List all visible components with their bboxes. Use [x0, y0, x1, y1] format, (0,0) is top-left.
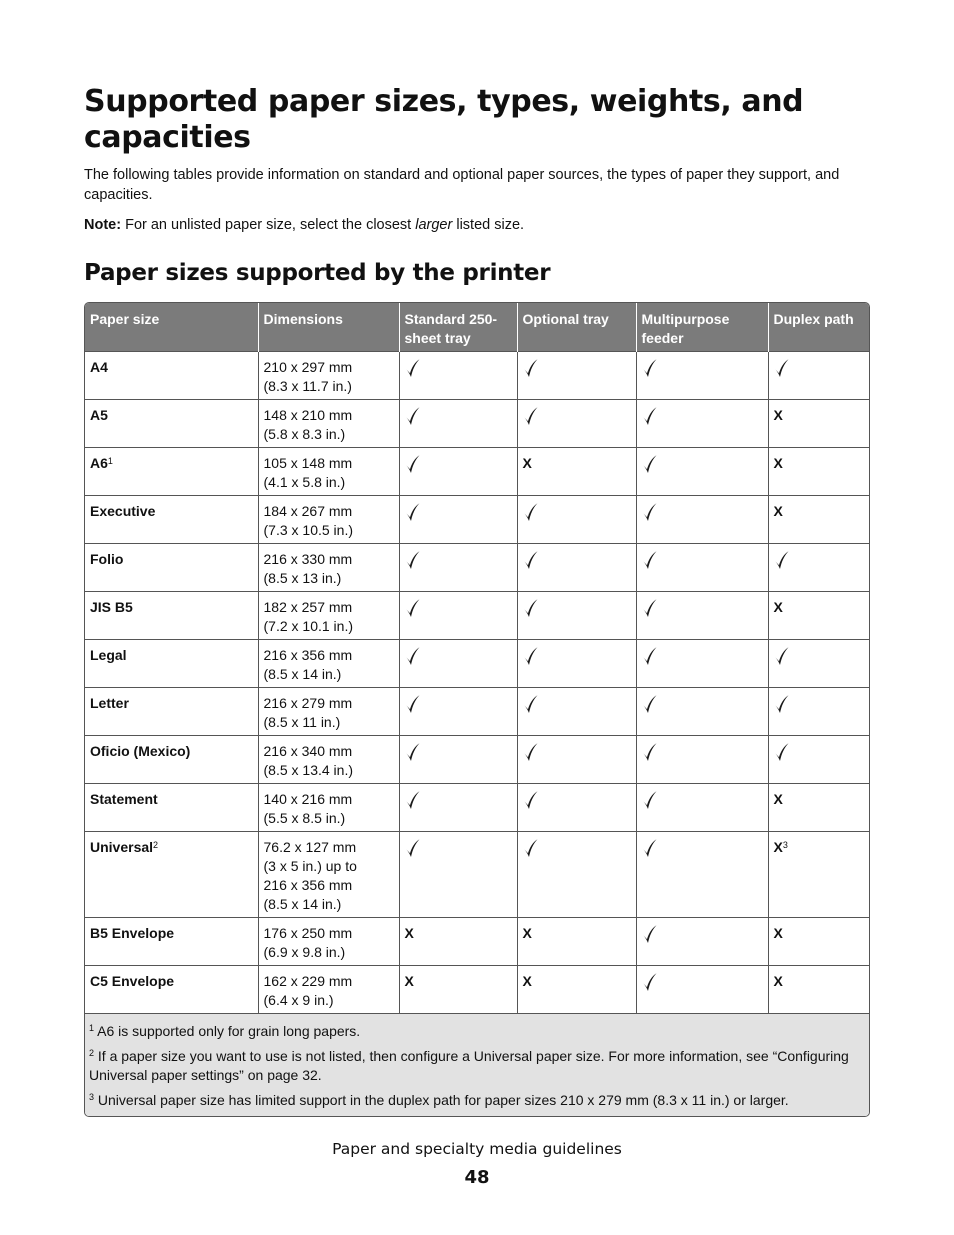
multipurpose-feeder-cell — [636, 352, 768, 400]
unsupported-x-mark: X — [773, 455, 783, 471]
checkmark-icon — [405, 694, 421, 714]
footer-section-title: Paper and specialty media guidelines — [332, 1140, 622, 1158]
paper-size-name: Universal — [90, 839, 154, 855]
multipurpose-feeder-cell — [636, 592, 768, 640]
unsupported-x-mark: X — [404, 925, 414, 941]
checkmark-icon — [642, 646, 658, 666]
header-dimensions: Dimensions — [258, 303, 399, 352]
paper-size-cell — [85, 448, 258, 496]
dimension-line: (8.5 x 13 in.) — [263, 570, 342, 586]
dimensions-cell — [258, 784, 399, 832]
checkmark-icon — [405, 742, 421, 762]
header-multipurpose-feeder: Multipurpose feeder — [636, 303, 768, 352]
checkmark-icon — [774, 694, 790, 714]
optional-tray-cell — [517, 592, 636, 640]
duplex-path-cell — [768, 688, 869, 736]
footnote-item — [89, 1047, 865, 1085]
table-row — [85, 966, 869, 1014]
duplex-path-cell — [768, 544, 869, 592]
paper-size-cell — [85, 592, 258, 640]
unsupported-x-mark: X — [773, 925, 783, 941]
note-emphasis: larger — [415, 217, 453, 233]
note-label: Note: — [84, 217, 122, 233]
multipurpose-feeder-cell — [636, 784, 768, 832]
unsupported-x-mark: X — [773, 407, 783, 423]
optional-tray-cell — [517, 918, 636, 966]
unsupported-x-mark: X — [404, 973, 414, 989]
paper-size-cell — [85, 966, 258, 1014]
multipurpose-feeder-cell — [636, 832, 768, 918]
dimension-line: 216 x 340 mm — [263, 743, 353, 759]
paper-size-cell — [85, 784, 258, 832]
optional-tray-cell — [517, 544, 636, 592]
checkmark-icon — [642, 924, 658, 944]
dimensions-cell — [258, 736, 399, 784]
multipurpose-feeder-cell — [636, 448, 768, 496]
multipurpose-feeder-cell — [636, 688, 768, 736]
paper-size-cell — [85, 544, 258, 592]
table-row — [85, 688, 869, 736]
checkmark-icon — [405, 598, 421, 618]
multipurpose-feeder-cell — [636, 640, 768, 688]
checkmark-icon — [642, 790, 658, 810]
table-row — [85, 544, 869, 592]
multipurpose-feeder-cell — [636, 966, 768, 1014]
dimension-line: (7.2 x 10.1 in.) — [263, 618, 353, 634]
intro-paragraph: The following tables provide information on standard and optional paper sources, the types of paper they support, and capacities. — [84, 167, 840, 203]
standard-tray-cell — [399, 918, 517, 966]
dimensions-cell — [258, 448, 399, 496]
optional-tray-cell — [517, 966, 636, 1014]
note-text-after: listed size. — [456, 217, 525, 233]
checkmark-icon — [405, 502, 421, 522]
paper-size-cell — [85, 400, 258, 448]
unsupported-x-mark: X — [773, 791, 783, 807]
note-paragraph — [84, 216, 874, 236]
footnote-number: 3 — [89, 1092, 95, 1102]
checkmark-icon — [523, 742, 539, 762]
optional-tray-cell — [517, 784, 636, 832]
checkmark-icon — [523, 790, 539, 810]
header-paper-size: Paper size — [85, 303, 258, 352]
checkmark-icon — [642, 406, 658, 426]
paper-size-cell — [85, 352, 258, 400]
checkmark-icon — [405, 550, 421, 570]
checkmark-icon — [405, 454, 421, 474]
multipurpose-feeder-cell — [636, 400, 768, 448]
footnote-ref: 3 — [782, 840, 788, 850]
dimension-line: 162 x 229 mm — [263, 973, 353, 989]
dimensions-cell — [258, 688, 399, 736]
table-header-row — [85, 303, 869, 352]
unsupported-x-mark: X — [773, 973, 783, 989]
duplex-path-cell — [768, 592, 869, 640]
dimension-line: (5.8 x 8.3 in.) — [263, 426, 346, 442]
optional-tray-cell — [517, 640, 636, 688]
duplex-path-cell — [768, 918, 869, 966]
section-title: Paper sizes supported by the printer — [84, 260, 551, 286]
dimension-line: 182 x 257 mm — [263, 599, 353, 615]
checkmark-icon — [774, 550, 790, 570]
checkmark-icon — [523, 646, 539, 666]
paper-size-name: Legal — [90, 647, 127, 663]
checkmark-icon — [523, 598, 539, 618]
duplex-path-cell — [768, 736, 869, 784]
standard-tray-cell — [399, 784, 517, 832]
dimensions-cell — [258, 918, 399, 966]
checkmark-icon — [642, 502, 658, 522]
dimension-line: (7.3 x 10.5 in.) — [263, 522, 353, 538]
checkmark-icon — [642, 358, 658, 378]
standard-tray-cell — [399, 966, 517, 1014]
footnotes — [85, 1014, 869, 1117]
checkmark-icon — [642, 454, 658, 474]
checkmark-icon — [774, 742, 790, 762]
dimension-line: (8.5 x 11 in.) — [263, 714, 341, 730]
table-row — [85, 832, 869, 918]
dimension-line: 216 x 356 mm — [263, 877, 353, 893]
dimension-line: 105 x 148 mm — [263, 455, 353, 471]
unsupported-x-mark: X — [522, 973, 532, 989]
footnote-text: If a paper size you want to use is not listed, then configure a Universal paper size. For more information, see “Configuring Universal paper settings” on page 32. — [89, 1048, 849, 1083]
checkmark-icon — [523, 502, 539, 522]
checkmark-icon — [523, 694, 539, 714]
footnote-item — [89, 1091, 865, 1110]
checkmark-icon — [523, 550, 539, 570]
dimension-line: 148 x 210 mm — [263, 407, 353, 423]
unsupported-x-mark: X — [522, 455, 532, 471]
unsupported-x-mark: X — [773, 839, 783, 855]
standard-tray-cell — [399, 544, 517, 592]
paper-size-name: Statement — [90, 791, 158, 807]
dimension-line: (6.9 x 9.8 in.) — [263, 944, 346, 960]
paper-size-name: B5 Envelope — [90, 925, 175, 941]
checkmark-icon — [405, 406, 421, 426]
standard-tray-cell — [399, 448, 517, 496]
standard-tray-cell — [399, 736, 517, 784]
dimension-line: 216 x 356 mm — [263, 647, 353, 663]
duplex-path-cell — [768, 352, 869, 400]
table-row — [85, 448, 869, 496]
checkmark-icon — [405, 790, 421, 810]
optional-tray-cell — [517, 352, 636, 400]
paper-size-name: A4 — [90, 359, 108, 375]
standard-tray-cell — [399, 592, 517, 640]
checkmark-icon — [642, 742, 658, 762]
checkmark-icon — [523, 406, 539, 426]
duplex-path-cell — [768, 832, 869, 918]
checkmark-icon — [642, 550, 658, 570]
standard-tray-cell — [399, 400, 517, 448]
paper-size-cell — [85, 496, 258, 544]
footnote-text: Universal paper size has limited support in the duplex path for paper sizes 210 x 279 mm (8.3 x 11 in.) or larger. — [97, 1092, 789, 1108]
footnote-number: 1 — [89, 1023, 95, 1033]
duplex-path-cell — [768, 784, 869, 832]
paper-size-name: Folio — [90, 551, 124, 567]
checkmark-icon — [405, 838, 421, 858]
dimensions-cell — [258, 966, 399, 1014]
paper-sizes-table — [84, 302, 870, 1117]
dimension-line: (3 x 5 in.) up to — [263, 858, 357, 874]
checkmark-icon — [774, 358, 790, 378]
multipurpose-feeder-cell — [636, 736, 768, 784]
duplex-path-cell — [768, 400, 869, 448]
duplex-path-cell — [768, 448, 869, 496]
unsupported-x-mark: X — [773, 503, 783, 519]
dimensions-cell — [258, 640, 399, 688]
dimension-line: (8.5 x 14 in.) — [263, 896, 342, 912]
dimension-line: 140 x 216 mm — [263, 791, 353, 807]
standard-tray-cell — [399, 640, 517, 688]
paper-size-cell — [85, 918, 258, 966]
duplex-path-cell — [768, 966, 869, 1014]
dimensions-cell — [258, 352, 399, 400]
multipurpose-feeder-cell — [636, 496, 768, 544]
paper-size-name: Oficio (Mexico) — [90, 743, 191, 759]
table-row — [85, 784, 869, 832]
paper-size-name: Letter — [90, 695, 129, 711]
checkmark-icon — [642, 694, 658, 714]
dimensions-cell — [258, 832, 399, 918]
checkmark-icon — [523, 358, 539, 378]
optional-tray-cell — [517, 448, 636, 496]
footnote-item — [89, 1022, 865, 1041]
table-row — [85, 736, 869, 784]
dimension-line: 184 x 267 mm — [263, 503, 353, 519]
paper-size-name: A5 — [90, 407, 108, 423]
checkmark-icon — [405, 646, 421, 666]
checkmark-icon — [523, 838, 539, 858]
standard-tray-cell — [399, 688, 517, 736]
footnotes-row — [85, 1014, 869, 1117]
paper-size-name: C5 Envelope — [90, 973, 175, 989]
dimension-line: 216 x 330 mm — [263, 551, 353, 567]
header-standard-tray: Standard 250-sheet tray — [399, 303, 517, 352]
dimension-line: (4.1 x 5.8 in.) — [263, 474, 346, 490]
page-title: Supported paper sizes, types, weights, and capacities — [84, 84, 804, 155]
footnote-ref: 2 — [153, 840, 159, 850]
dimensions-cell — [258, 400, 399, 448]
paper-size-name: Executive — [90, 503, 156, 519]
dimension-line: 76.2 x 127 mm — [263, 839, 357, 855]
footnote-number: 2 — [89, 1048, 95, 1058]
table-body — [85, 352, 869, 1014]
footnote-ref: 1 — [107, 456, 113, 466]
optional-tray-cell — [517, 400, 636, 448]
footnote-text: A6 is supported only for grain long papers. — [97, 1023, 361, 1039]
table-row — [85, 352, 869, 400]
table-row — [85, 400, 869, 448]
unsupported-x-mark: X — [522, 925, 532, 941]
unsupported-x-mark: X — [773, 599, 783, 615]
paper-size-cell — [85, 688, 258, 736]
checkmark-icon — [642, 838, 658, 858]
optional-tray-cell — [517, 832, 636, 918]
table-row — [85, 640, 869, 688]
checkmark-icon — [642, 972, 658, 992]
paper-size-name: A6 — [90, 455, 108, 471]
dimension-line: (5.5 x 8.5 in.) — [263, 810, 346, 826]
dimension-line: (8.5 x 13.4 in.) — [263, 762, 353, 778]
header-duplex-path: Duplex path — [768, 303, 869, 352]
standard-tray-cell — [399, 496, 517, 544]
checkmark-icon — [642, 598, 658, 618]
header-optional-tray: Optional tray — [517, 303, 636, 352]
note-text-before: For an unlisted paper size, select the closest — [125, 217, 412, 233]
dimensions-cell — [258, 496, 399, 544]
table-row — [85, 918, 869, 966]
standard-tray-cell — [399, 832, 517, 918]
duplex-path-cell — [768, 640, 869, 688]
standard-tray-cell — [399, 352, 517, 400]
optional-tray-cell — [517, 736, 636, 784]
dimension-line: (8.5 x 14 in.) — [263, 666, 342, 682]
dimension-line: 216 x 279 mm — [263, 695, 353, 711]
paper-size-cell — [85, 640, 258, 688]
table-row — [85, 592, 869, 640]
multipurpose-feeder-cell — [636, 544, 768, 592]
dimension-line: 176 x 250 mm — [263, 925, 353, 941]
page-number: 48 — [464, 1167, 490, 1188]
dimension-line: 210 x 297 mm — [263, 359, 353, 375]
optional-tray-cell — [517, 496, 636, 544]
table-row — [85, 496, 869, 544]
optional-tray-cell — [517, 688, 636, 736]
duplex-path-cell — [768, 496, 869, 544]
dimensions-cell — [258, 544, 399, 592]
paper-size-name: JIS B5 — [90, 599, 133, 615]
dimension-line: (8.3 x 11.7 in.) — [263, 378, 352, 394]
checkmark-icon — [774, 646, 790, 666]
multipurpose-feeder-cell — [636, 918, 768, 966]
checkmark-icon — [405, 358, 421, 378]
dimension-line: (6.4 x 9 in.) — [263, 992, 334, 1008]
paper-size-cell — [85, 832, 258, 918]
paper-size-cell — [85, 736, 258, 784]
dimensions-cell — [258, 592, 399, 640]
